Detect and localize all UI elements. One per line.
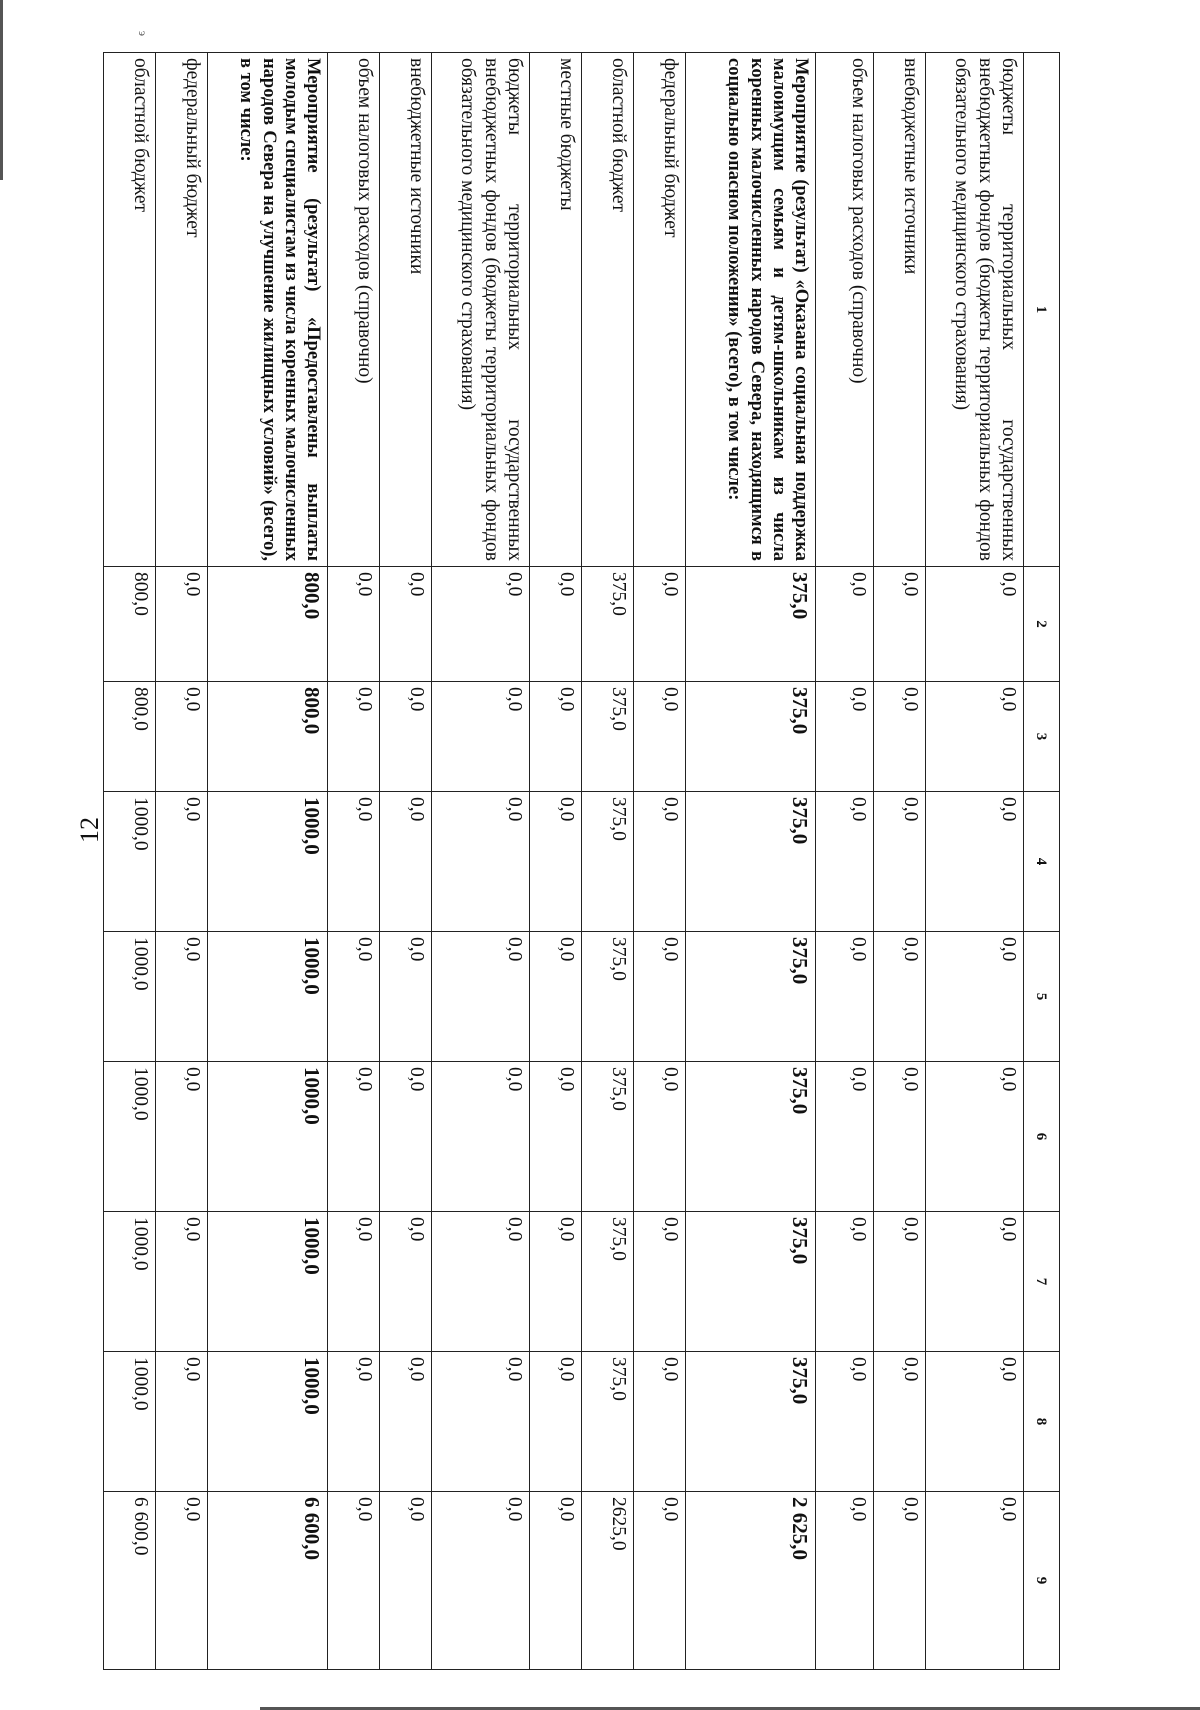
cell-value: 0,0 bbox=[156, 682, 208, 792]
table-row bbox=[634, 53, 686, 1670]
cell-value: 1000,0 bbox=[208, 1352, 328, 1492]
cell-value: 375,0 bbox=[582, 1352, 634, 1492]
cell-value: 0,0 bbox=[530, 1212, 582, 1352]
cell-value: 0,0 bbox=[432, 1352, 530, 1492]
cell-value: 0,0 bbox=[328, 792, 380, 932]
cell-value: 0,0 bbox=[926, 1352, 1024, 1492]
cell-value: 0,0 bbox=[874, 682, 926, 792]
table-row bbox=[104, 53, 156, 1670]
cell-value: 0,0 bbox=[156, 567, 208, 682]
cell-value: 0,0 bbox=[926, 932, 1024, 1062]
cell-value: 0,0 bbox=[634, 1492, 686, 1670]
cell-value: 800,0 bbox=[208, 682, 328, 792]
cell-value: 0,0 bbox=[874, 1062, 926, 1212]
table-row bbox=[926, 53, 1024, 1670]
cell-value: 0,0 bbox=[816, 1352, 874, 1492]
cell-value: 0,0 bbox=[380, 1212, 432, 1352]
column-header-4: 4 bbox=[1024, 792, 1060, 932]
cell-value: 0,0 bbox=[432, 567, 530, 682]
cell-value: 0,0 bbox=[530, 1062, 582, 1212]
cell-value: 375,0 bbox=[686, 1352, 816, 1492]
table-row bbox=[530, 53, 582, 1670]
cell-value: 0,0 bbox=[634, 567, 686, 682]
column-header-6: 6 bbox=[1024, 1062, 1060, 1212]
table-row bbox=[686, 53, 816, 1670]
cell-value: 0,0 bbox=[530, 682, 582, 792]
cell-value: 0,0 bbox=[380, 682, 432, 792]
cell-value: 0,0 bbox=[634, 932, 686, 1062]
cell-value: 1000,0 bbox=[104, 1352, 156, 1492]
cell-value: 0,0 bbox=[380, 1352, 432, 1492]
cell-value: 375,0 bbox=[686, 567, 816, 682]
scan-edge-line bbox=[0, 0, 3, 180]
cell-value: 0,0 bbox=[816, 682, 874, 792]
row-label: внебюджетные источники bbox=[380, 53, 432, 567]
cell-value: 375,0 bbox=[582, 1212, 634, 1352]
cell-value: 0,0 bbox=[634, 1212, 686, 1352]
table-body bbox=[104, 53, 1024, 1670]
row-label: областной бюджет bbox=[104, 53, 156, 567]
row-label: областной бюджет bbox=[582, 53, 634, 567]
cell-value: 0,0 bbox=[156, 792, 208, 932]
row-label: объем налоговых расходов (справочно) bbox=[328, 53, 380, 567]
cell-value: 1000,0 bbox=[208, 932, 328, 1062]
cell-value: 0,0 bbox=[530, 1352, 582, 1492]
row-label: внебюджетные источники bbox=[874, 53, 926, 567]
cell-value: 0,0 bbox=[874, 1492, 926, 1670]
cell-value: 0,0 bbox=[432, 1492, 530, 1670]
table-row bbox=[816, 53, 874, 1670]
cell-value: 0,0 bbox=[380, 792, 432, 932]
cell-value: 0,0 bbox=[432, 1062, 530, 1212]
row-label: бюджеты территориальных государственных внебюджетных фондов (бюджеты территориальных фондов обязательного медицинского страхования) bbox=[432, 53, 530, 567]
cell-value: 375,0 bbox=[582, 932, 634, 1062]
cell-value: 375,0 bbox=[686, 1212, 816, 1352]
cell-value: 0,0 bbox=[634, 682, 686, 792]
cell-value: 1000,0 bbox=[208, 1062, 328, 1212]
cell-value: 0,0 bbox=[380, 567, 432, 682]
cell-value: 375,0 bbox=[686, 932, 816, 1062]
table-row bbox=[380, 53, 432, 1670]
column-header-2: 2 bbox=[1024, 567, 1060, 682]
column-header-8: 8 bbox=[1024, 1352, 1060, 1492]
row-label: Мероприятие (результат) «Оказана социальная поддержка малоимущим семьям и детям-школьникам из числа коренных малочисленных народов Севера, находящимся в социально опасном положении» (всего), в том числе: bbox=[686, 53, 816, 567]
column-header-7: 7 bbox=[1024, 1212, 1060, 1352]
cell-value: 0,0 bbox=[156, 932, 208, 1062]
column-header-9: 9 bbox=[1024, 1492, 1060, 1670]
cell-value: 0,0 bbox=[432, 682, 530, 792]
cell-value: 375,0 bbox=[686, 682, 816, 792]
cell-value: 375,0 bbox=[582, 1062, 634, 1212]
cell-value: 0,0 bbox=[816, 932, 874, 1062]
cell-value: 0,0 bbox=[530, 567, 582, 682]
cell-value: 0,0 bbox=[634, 1062, 686, 1212]
cell-value: 0,0 bbox=[926, 682, 1024, 792]
cell-value: 0,0 bbox=[816, 567, 874, 682]
cell-value: 2 625,0 bbox=[686, 1492, 816, 1670]
cell-value: 0,0 bbox=[816, 1492, 874, 1670]
cell-value: 1000,0 bbox=[208, 792, 328, 932]
cell-value: 0,0 bbox=[156, 1062, 208, 1212]
cell-value: 2625,0 bbox=[582, 1492, 634, 1670]
cell-value: 0,0 bbox=[328, 567, 380, 682]
cell-value: 0,0 bbox=[156, 1352, 208, 1492]
cell-value: 0,0 bbox=[328, 1062, 380, 1212]
cell-value: 375,0 bbox=[686, 1062, 816, 1212]
cell-value: 0,0 bbox=[432, 1212, 530, 1352]
table-row bbox=[874, 53, 926, 1670]
cell-value: 1000,0 bbox=[104, 1062, 156, 1212]
cell-value: 0,0 bbox=[874, 567, 926, 682]
cell-value: 0,0 bbox=[816, 792, 874, 932]
table-row bbox=[328, 53, 380, 1670]
cell-value: 0,0 bbox=[816, 1062, 874, 1212]
header-row bbox=[1024, 53, 1060, 1670]
cell-value: 0,0 bbox=[874, 1212, 926, 1352]
cell-value: 800,0 bbox=[208, 567, 328, 682]
cell-value: 0,0 bbox=[874, 792, 926, 932]
cell-value: 0,0 bbox=[874, 932, 926, 1062]
cell-value: 0,0 bbox=[816, 1212, 874, 1352]
cell-value: 0,0 bbox=[328, 1492, 380, 1670]
cell-value: 0,0 bbox=[634, 1352, 686, 1492]
cell-value: 0,0 bbox=[874, 1352, 926, 1492]
table-row bbox=[156, 53, 208, 1670]
cell-value: 375,0 bbox=[582, 792, 634, 932]
cell-value: 0,0 bbox=[926, 567, 1024, 682]
budget-table-rotated bbox=[130, 52, 1060, 1669]
cell-value: 0,0 bbox=[432, 932, 530, 1062]
table-row bbox=[208, 53, 328, 1670]
cell-value: 1000,0 bbox=[104, 932, 156, 1062]
column-header-5: 5 bbox=[1024, 932, 1060, 1062]
cell-value: 0,0 bbox=[530, 792, 582, 932]
cell-value: 0,0 bbox=[156, 1212, 208, 1352]
cell-value: 0,0 bbox=[432, 792, 530, 932]
row-label: бюджеты территориальных государственных внебюджетных фондов (бюджеты территориальных фондов обязательного медицинского страхования) bbox=[926, 53, 1024, 567]
budget-table bbox=[103, 52, 1060, 1670]
row-label: федеральный бюджет bbox=[634, 53, 686, 567]
table-row bbox=[432, 53, 530, 1670]
cell-value: 1000,0 bbox=[104, 792, 156, 932]
cell-value: 1000,0 bbox=[208, 1212, 328, 1352]
cell-value: 0,0 bbox=[926, 792, 1024, 932]
cell-value: 0,0 bbox=[328, 682, 380, 792]
row-label: федеральный бюджет bbox=[156, 53, 208, 567]
cell-value: 0,0 bbox=[380, 932, 432, 1062]
table-row bbox=[582, 53, 634, 1670]
row-label: объем налоговых расходов (справочно) bbox=[816, 53, 874, 567]
cell-value: 0,0 bbox=[380, 1062, 432, 1212]
cell-value: 0,0 bbox=[530, 932, 582, 1062]
cell-value: 6 600,0 bbox=[104, 1492, 156, 1670]
row-label: местные бюджеты bbox=[530, 53, 582, 567]
cell-value: 800,0 bbox=[104, 567, 156, 682]
cell-value: 0,0 bbox=[926, 1492, 1024, 1670]
page-number: 12 bbox=[75, 817, 104, 843]
cell-value: 1000,0 bbox=[104, 1212, 156, 1352]
cell-value: 0,0 bbox=[156, 1492, 208, 1670]
cell-value: 0,0 bbox=[328, 1212, 380, 1352]
cell-value: 0,0 bbox=[926, 1212, 1024, 1352]
cell-value: 375,0 bbox=[582, 567, 634, 682]
column-header-3: 3 bbox=[1024, 682, 1060, 792]
cell-value: 375,0 bbox=[686, 792, 816, 932]
cell-value: 0,0 bbox=[530, 1492, 582, 1670]
column-header-1: 1 bbox=[1024, 53, 1060, 567]
cell-value: 6 600,0 bbox=[208, 1492, 328, 1670]
cell-value: 0,0 bbox=[328, 1352, 380, 1492]
cell-value: 0,0 bbox=[634, 792, 686, 932]
cell-value: 0,0 bbox=[380, 1492, 432, 1670]
cell-value: 800,0 bbox=[104, 682, 156, 792]
cell-value: 375,0 bbox=[582, 682, 634, 792]
cell-value: 0,0 bbox=[328, 932, 380, 1062]
cell-value: 0,0 bbox=[926, 1062, 1024, 1212]
corner-mark: э bbox=[136, 30, 151, 37]
row-label: Мероприятие (результат) «Предоставлены выплаты молодым специалистам из числа коренных малочисленных народов Севера на улучшение жилищных условий» (всего), в том числе: bbox=[208, 53, 328, 567]
